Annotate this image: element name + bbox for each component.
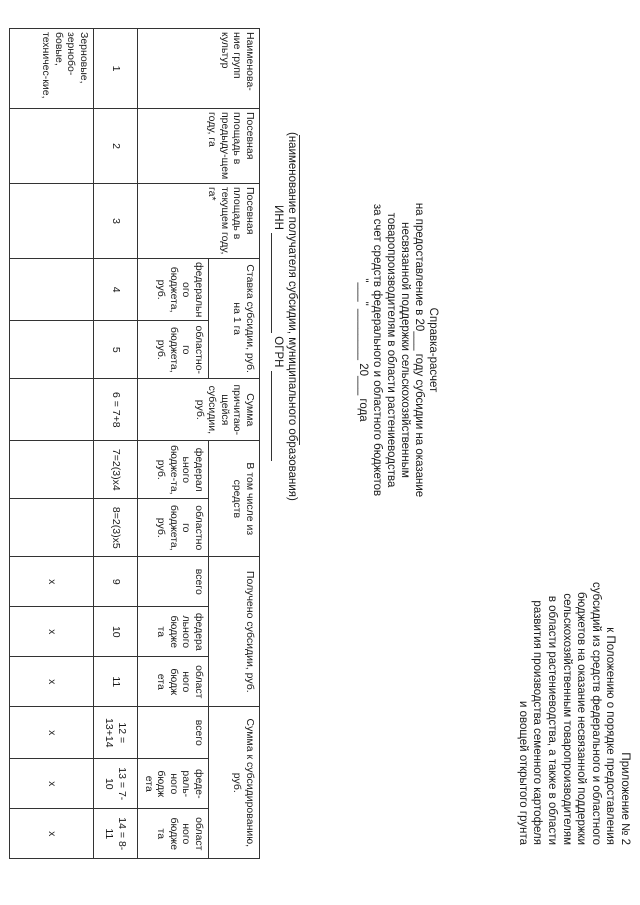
data-cell (10, 321, 94, 379)
column-number: 12 = 13+14 (94, 707, 138, 759)
header-incl-regional: областно го бюджета, руб. (138, 499, 209, 557)
header-incl-federal: федерал ьного бюдже-та, руб. (138, 441, 209, 499)
appendix-line: бюджетов на оказание несвязанной поддержки (575, 592, 588, 845)
column-number: 7=2(3)х4 (94, 441, 138, 499)
data-cell (10, 259, 94, 321)
recipient-line (299, 135, 300, 445)
recipient-caption: (наименование получателя субсидии, муниципального образования) (286, 132, 298, 501)
appendix-line: Приложение № 2 (619, 752, 631, 845)
data-cell (10, 184, 94, 259)
header-received-regional: област ного бюдж ета (138, 657, 209, 707)
data-cell (10, 499, 94, 557)
title-line: несвязанной поддержки сельскохозяйственным (399, 222, 411, 478)
header-including-group: В том числе из средств (209, 441, 260, 557)
column-number: 1 (94, 29, 138, 109)
appendix-line: в области растениеводства, а также в области (546, 595, 559, 845)
inn-field (271, 233, 284, 333)
data-cell: х (10, 759, 94, 809)
data-cell (10, 441, 94, 499)
appendix-line: сельскохозяйственным товаропроизводителям (560, 593, 573, 845)
data-cell: х (10, 657, 94, 707)
document-title (356, 150, 440, 550)
header-rate-federal: федеральн ого бюджета, руб. (138, 259, 209, 321)
title-line: на предоставление в 20___ году субсидии на оказание (413, 202, 425, 498)
column-number: 4 (94, 259, 138, 321)
title-line: Справка-расчет (427, 307, 439, 393)
appendix-header (515, 415, 632, 845)
header-received-group: Получено субсидии, руб. (209, 557, 260, 707)
column-number: 10 (94, 607, 138, 657)
title-date-line: "___" ________ 20___ года (357, 278, 369, 422)
column-number: 3 (94, 184, 138, 259)
column-number: 9 (94, 557, 138, 607)
column-number: 2 (94, 109, 138, 184)
appendix-line: и овощей открытого грунта (516, 700, 529, 845)
column-number: 6 = 7+8 (94, 379, 138, 441)
column-number: 8=2(3)х5 (94, 499, 138, 557)
header-area-current: Посевная площадь в текущем году, га* (138, 184, 260, 259)
data-cell: х (10, 809, 94, 859)
appendix-line: к Положению о порядке предоставления (604, 627, 617, 845)
header-to-subsidize-group: Сумма к субсидированию, руб. (209, 707, 260, 859)
data-cell (10, 109, 94, 184)
column-number: 14 = 8-11 (94, 809, 138, 859)
appendix-line: субсидий из средств федерального и областного (589, 581, 602, 845)
header-due-amount: Сумма причитаю-щейся субсидии, руб. (138, 379, 260, 441)
column-number: 5 (94, 321, 138, 379)
header-subsidy-federal: феде-раль-ного бюдж ета (138, 759, 209, 809)
data-cell: х (10, 607, 94, 657)
appendix-line: развития производства семенного картофеля (531, 600, 544, 845)
title-line: за счет средств федерального и областного бюджетов (371, 203, 383, 497)
data-cell (10, 379, 94, 441)
row-crop-name: Зерновые, зернобо-бовые, техничес-кие, (10, 29, 94, 109)
header-subsidy-regional: област ного бюдже та (138, 809, 209, 859)
title-line: товаропроизводителям в области растениеводства (385, 212, 397, 488)
column-number: 13 = 7-10 (94, 759, 138, 809)
recipient-block (286, 110, 300, 510)
column-number: 11 (94, 657, 138, 707)
inn-label: ИНН (272, 205, 284, 230)
data-cell: х (10, 707, 94, 759)
subsidy-table (9, 28, 260, 859)
header-subsidy-total: всего (138, 707, 209, 759)
inn-ogrn-line (271, 205, 284, 461)
header-area-prev: Посевная площадь в предыду-щем году, га (138, 109, 260, 184)
ogrn-label: ОГРН (272, 336, 284, 368)
header-crop-group: Наименова-ние групп культур (138, 29, 260, 109)
header-rate-group: Ставка субсидии, руб. на 1 га (209, 259, 260, 379)
ogrn-field (271, 371, 284, 461)
data-cell: х (10, 557, 94, 607)
header-rate-regional: областно-го бюджета, руб. (138, 321, 209, 379)
header-received-federal: федера льного бюдже та (138, 607, 209, 657)
header-received-total: всего (138, 557, 209, 607)
